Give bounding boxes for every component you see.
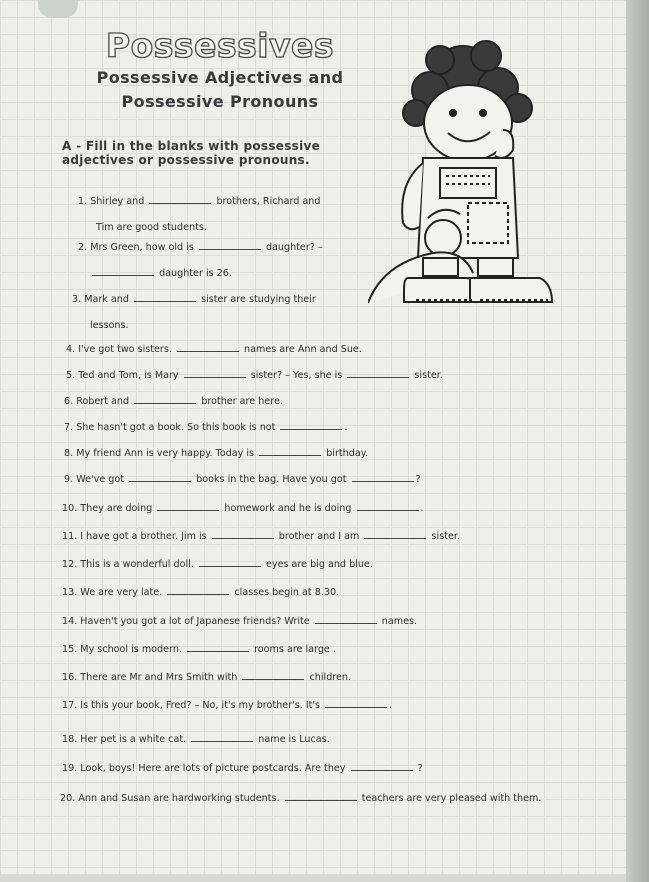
- answer-blank[interactable]: [347, 377, 409, 378]
- question-text: sister are studying their: [201, 294, 316, 305]
- answer-blank[interactable]: [157, 510, 219, 511]
- answer-blank[interactable]: [184, 377, 246, 378]
- question-3: [72, 294, 316, 305]
- page-edge: [626, 0, 649, 882]
- question-text: 2. Mrs Green, how old is: [78, 242, 194, 253]
- question-text: names.: [381, 616, 418, 627]
- question-text: sister? – Yes, she is: [250, 370, 343, 381]
- question-text: classes begin at 8.30.: [234, 587, 340, 598]
- worksheet-title: Possessives: [105, 26, 335, 65]
- question-text: 5. Ted and Tom, is Mary: [66, 370, 179, 381]
- answer-blank[interactable]: [134, 403, 196, 404]
- question-text: 4. I've got two sisters.: [66, 344, 172, 355]
- answer-blank[interactable]: [315, 623, 377, 624]
- question-text: 1. Shirley and: [78, 196, 145, 207]
- answer-blank[interactable]: [259, 455, 321, 456]
- question-text: 7. She hasn't got a book. So this book is not: [64, 422, 276, 433]
- question-5: [66, 370, 443, 381]
- corner-mark: [38, 0, 78, 18]
- question-6: [64, 396, 283, 407]
- question-text: 19. Look, boys! Here are lots of picture postcards. Are they: [62, 763, 346, 774]
- question-text: .: [344, 422, 348, 433]
- question-text: 18. Her pet is a white cat.: [62, 734, 187, 745]
- question-text: children.: [309, 672, 352, 683]
- question-2: [78, 242, 323, 253]
- question-text: sister.: [431, 531, 460, 542]
- question-text: 9. We've got: [64, 474, 125, 485]
- question-text: teachers are very pleased with them.: [361, 793, 542, 804]
- question-text: eyes are big and blue.: [265, 559, 373, 570]
- question-text: 6. Robert and: [64, 396, 130, 407]
- answer-blank[interactable]: [212, 538, 274, 539]
- question-1: [78, 196, 320, 207]
- answer-blank[interactable]: [352, 481, 414, 482]
- answer-blank[interactable]: [134, 301, 196, 302]
- question-text: lessons.: [90, 320, 129, 331]
- question-text: rooms are large .: [254, 644, 336, 655]
- question-2-continued: [90, 268, 232, 279]
- question-3-continued: [90, 320, 129, 331]
- question-text: ?: [415, 474, 421, 485]
- question-1-continued: [96, 222, 207, 233]
- question-text: 14. Haven't you got a lot of Japanese friends? Write: [62, 616, 310, 627]
- question-text: ?: [417, 763, 423, 774]
- question-13: [62, 587, 339, 598]
- answer-blank[interactable]: [167, 594, 229, 595]
- question-8: [64, 448, 368, 459]
- question-text: 8. My friend Ann is very happy. Today is: [64, 448, 255, 459]
- question-text: daughter is 26.: [159, 268, 232, 279]
- question-text: 13. We are very late.: [62, 587, 163, 598]
- question-text: 17. Is this your book, Fred? – No, it's my brother's. It's: [62, 700, 321, 711]
- question-text: .: [389, 700, 393, 711]
- question-text: 12. This is a wonderful doll.: [62, 559, 194, 570]
- subtitle-line-1: Possessive Adjectives and: [96, 68, 344, 87]
- answer-blank[interactable]: [199, 566, 261, 567]
- question-16: [62, 672, 351, 683]
- question-text: 11. I have got a brother. Jim is: [62, 531, 207, 542]
- question-text: name is Lucas.: [258, 734, 330, 745]
- answer-blank[interactable]: [149, 203, 211, 204]
- question-text: 20. Ann and Susan are hardworking students.: [60, 793, 280, 804]
- question-text: homework and he is doing: [224, 503, 352, 514]
- question-18: [62, 734, 330, 745]
- answer-blank[interactable]: [351, 770, 413, 771]
- answer-blank[interactable]: [280, 429, 342, 430]
- question-9: [64, 474, 421, 485]
- answer-blank[interactable]: [92, 275, 154, 276]
- page-bottom-edge: [0, 874, 626, 882]
- answer-blank[interactable]: [191, 741, 253, 742]
- answer-blank[interactable]: [129, 481, 191, 482]
- answer-blank[interactable]: [199, 249, 261, 250]
- question-4: [66, 344, 362, 355]
- question-10: [62, 503, 424, 514]
- question-text: .: [420, 503, 424, 514]
- question-12: [62, 559, 373, 570]
- doll-clipart: [368, 38, 558, 328]
- question-text: names are Ann and Sue.: [244, 344, 362, 355]
- question-text: 16. There are Mr and Mrs Smith with: [62, 672, 238, 683]
- question-text: birthday.: [326, 448, 369, 459]
- answer-blank[interactable]: [187, 651, 249, 652]
- question-text: 15. My school is modern.: [62, 644, 182, 655]
- question-17: [62, 700, 392, 711]
- answer-blank[interactable]: [177, 351, 239, 352]
- answer-blank[interactable]: [325, 707, 387, 708]
- question-text: brother are here.: [201, 396, 283, 407]
- instruction-line-1: A - Fill in the blanks with possessive: [62, 139, 321, 153]
- answer-blank[interactable]: [364, 538, 426, 539]
- question-text: brothers, Richard and: [216, 196, 321, 207]
- question-text: daughter? –: [265, 242, 323, 253]
- subtitle-line-2: Possessive Pronouns: [121, 92, 319, 111]
- question-text: sister.: [414, 370, 443, 381]
- question-11: [62, 531, 460, 542]
- question-7: [64, 422, 348, 433]
- question-15: [62, 644, 336, 655]
- question-text: books in the bag. Have you got: [196, 474, 347, 485]
- question-text: brother and I am: [278, 531, 360, 542]
- question-20: [60, 793, 541, 804]
- answer-blank[interactable]: [242, 679, 304, 680]
- question-19: [62, 763, 423, 774]
- question-text: Tim are good students.: [96, 222, 207, 233]
- question-text: 3. Mark and: [72, 294, 129, 305]
- question-text: 10. They are doing: [62, 503, 153, 514]
- question-14: [62, 616, 417, 627]
- answer-blank[interactable]: [285, 800, 357, 801]
- answer-blank[interactable]: [357, 510, 419, 511]
- instruction-line-2: adjectives or possessive pronouns.: [62, 153, 310, 167]
